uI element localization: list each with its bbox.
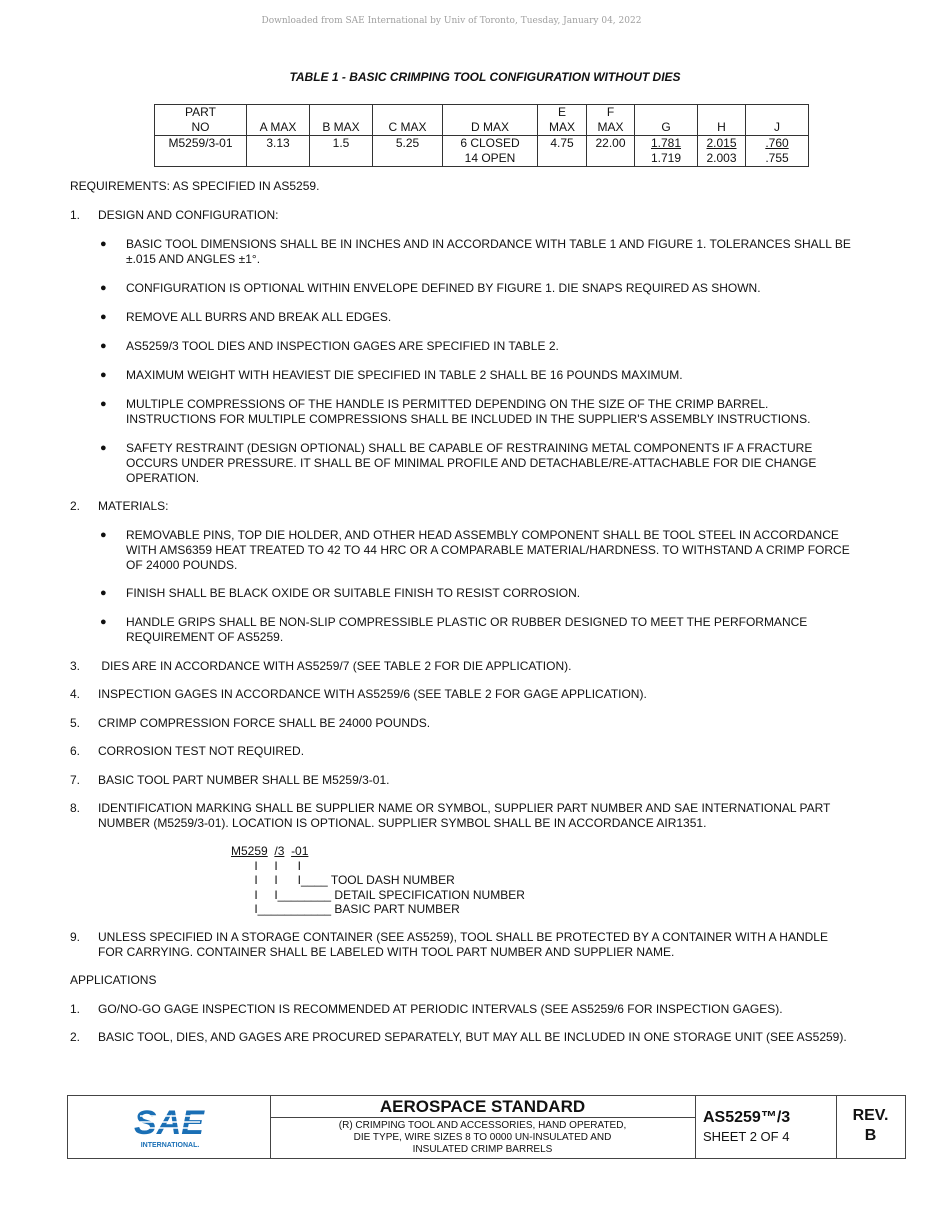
col-header-d-max: D MAX (443, 105, 538, 136)
watermark: Downloaded from SAE International by Univ of Toronto, Tuesday, January 04, 2022 (261, 16, 642, 26)
s1-bullet-4: AS5259/3 TOOL DIES AND INSPECTION GAGES ARE SPECIFIED IN TABLE 2. (126, 339, 559, 353)
section-7-number: 7. (70, 773, 81, 787)
diagram-line: I___________ BASIC PART NUMBER (231, 902, 460, 916)
section-6-number: 6. (70, 744, 81, 758)
cell-f-max: 22.00 (587, 136, 635, 167)
diagram-base-part: M5259 (231, 844, 268, 858)
revision-value: B (864, 1127, 877, 1144)
title-block-description (270, 1096, 696, 1158)
col-header-c-max: C MAX (373, 105, 443, 136)
cell-e-max: 4.75 (538, 136, 587, 167)
sae-logo-icon (68, 1096, 270, 1158)
diagram-line: I I I (231, 858, 302, 873)
section-2-title: MATERIALS: (98, 499, 169, 513)
cell-d-closed: 6 CLOSED (460, 136, 520, 150)
cell-d-open: 14 OPEN (464, 151, 516, 165)
section-9-text: UNLESS SPECIFIED IN A STORAGE CONTAINER (SEE AS5259), TOOL SHALL BE PROTECTED BY A CONTAINER WITH A HANDLE FOR CARRYING. CONTAINER SHALL BE LABELED WITH TOOL PART NUMBER AND SUPPLIER NAME. (98, 930, 828, 959)
diagram-line: I I I____ TOOL DASH NUMBER (231, 873, 455, 887)
application-1-number: 1. (70, 1002, 81, 1016)
table-title: TABLE 1 - BASIC CRIMPING TOOL CONFIGURATION WITHOUT DIES (289, 70, 681, 84)
cell-j-upper: .760 (765, 136, 789, 150)
cell-h-upper: 2.015 (706, 136, 737, 150)
cell-j (746, 136, 809, 167)
document-id-cell (695, 1096, 837, 1158)
bullet-icon: ● (100, 282, 107, 294)
section-5-text: CRIMP COMPRESSION FORCE SHALL BE 24000 POUNDS. (98, 716, 431, 730)
s2-bullet-1: REMOVABLE PINS, TOP DIE HOLDER, AND OTHER HEAD ASSEMBLY COMPONENT SHALL BE TOOL STEEL IN ACCORDANCE WITH AMS6359 HEAT TREATED TO 42 TO 44 HRC OR A COMPARABLE MATERIAL/HARDNESS. TO WITHSTAND A CRIMP FORCE OF 24000 POUNDS. (126, 528, 850, 572)
cell-c-max: 5.25 (373, 136, 443, 167)
cell-g-upper: 1.781 (650, 136, 682, 150)
sae-logo-subtext: INTERNATIONAL. (140, 1142, 200, 1149)
s1-bullet-3: REMOVE ALL BURRS AND BREAK ALL EDGES. (126, 310, 392, 324)
sheet-number: SHEET 2 OF 4 (703, 1129, 790, 1144)
cell-part-no: M5259/3-01 (155, 136, 247, 167)
cell-h (698, 136, 746, 167)
col-header-h: H (698, 105, 746, 136)
diagram-line: I I________ DETAIL SPECIFICATION NUMBER (231, 887, 525, 902)
cell-g (635, 136, 698, 167)
cell-g-lower: 1.719 (650, 151, 682, 165)
bullet-icon: ● (100, 616, 107, 628)
section-2-number: 2. (70, 499, 81, 513)
s2-bullet-2: FINISH SHALL BE BLACK OXIDE OR SUITABLE FINISH TO RESIST CORROSION. (126, 586, 581, 600)
document-id: AS5259™/3 (703, 1109, 791, 1126)
cell-j-lower: .755 (765, 151, 789, 165)
part-number-diagram (231, 844, 525, 917)
bullet-icon: ● (100, 587, 107, 599)
section-8-number: 8. (70, 801, 81, 815)
table-header-row (155, 105, 809, 136)
application-2-text: BASIC TOOL, DIES, AND GAGES ARE PROCURED SEPARATELY, BUT MAY ALL BE INCLUDED IN ONE STORAGE UNIT (SEE AS5259). (98, 1030, 847, 1044)
section-4-number: 4. (70, 687, 81, 701)
s1-bullet-7: SAFETY RESTRAINT (DESIGN OPTIONAL) SHALL BE CAPABLE OF RESTRAINING METAL COMPONENTS IF A FRACTURE OCCURS UNDER PRESSURE. IT SHALL BE OF MINIMAL PROFILE AND DETACHABLE/RE-ATTACHABLE FOR DIE CHANGE OPERATION. (126, 441, 817, 485)
col-header-f-max: F MAX (587, 105, 635, 136)
cell-b-max: 1.5 (310, 136, 373, 167)
application-1-text: GO/NO-GO GAGE INSPECTION IS RECOMMENDED AT PERIODIC INTERVALS (SEE AS5259/6 FOR INSPECTION GAGES). (98, 1002, 783, 1016)
col-header-g: G (635, 105, 698, 136)
sae-logo (68, 1096, 271, 1158)
application-2-number: 2. (70, 1030, 81, 1044)
section-4-text: INSPECTION GAGES IN ACCORDANCE WITH AS5259/6 (SEE TABLE 2 FOR GAGE APPLICATION). (98, 687, 647, 701)
dimensions-table (154, 104, 809, 167)
bullet-icon: ● (100, 340, 107, 352)
section-9-number: 9. (70, 930, 81, 944)
col-header-e-max: E MAX (538, 105, 587, 136)
bullet-icon: ● (100, 398, 107, 410)
cell-d-max (443, 136, 538, 167)
diagram-dash: -01 (291, 844, 309, 858)
section-8-text: IDENTIFICATION MARKING SHALL BE SUPPLIER NAME OR SYMBOL, SUPPLIER PART NUMBER AND SAE INTERNATIONAL PART NUMBER (M5259/3-01). LOCATION IS OPTIONAL. SUPPLIER SYMBOL SHALL BE IN ACCORDANCE AIR1351. (98, 801, 831, 830)
applications-heading: APPLICATIONS (70, 973, 157, 987)
section-1-number: 1. (70, 208, 81, 222)
s2-bullet-3: HANDLE GRIPS SHALL BE NON-SLIP COMPRESSIBLE PLASTIC OR RUBBER DESIGNED TO MEET THE PERFORMANCE REQUIREMENT OF AS5259. (126, 615, 808, 644)
bullet-icon: ● (100, 369, 107, 381)
revision-label: REV. (852, 1107, 889, 1124)
section-3-number: 3. (70, 659, 81, 673)
cell-h-lower: 2.003 (706, 151, 737, 165)
s1-bullet-5: MAXIMUM WEIGHT WITH HEAVIEST DIE SPECIFIED IN TABLE 2 SHALL BE 16 POUNDS MAXIMUM. (126, 368, 683, 382)
col-header-part-no: PART NO (155, 105, 247, 136)
col-header-j: J (746, 105, 809, 136)
standard-title: AEROSPACE STANDARD (270, 1096, 695, 1118)
col-header-b-max: B MAX (310, 105, 373, 136)
bullet-icon: ● (100, 311, 107, 323)
section-1-title: DESIGN AND CONFIGURATION: (98, 208, 279, 222)
cell-a-max: 3.13 (247, 136, 310, 167)
s1-bullet-1: BASIC TOOL DIMENSIONS SHALL BE IN INCHES AND IN ACCORDANCE WITH TABLE 1 AND FIGURE 1. TOLERANCES SHALL BE ±.015 AND ANGLES ±1°. (126, 237, 851, 266)
section-7-text: BASIC TOOL PART NUMBER SHALL BE M5259/3-01. (98, 773, 390, 787)
bullet-icon: ● (100, 442, 107, 454)
s1-bullet-6: MULTIPLE COMPRESSIONS OF THE HANDLE IS PERMITTED DEPENDING ON THE SIZE OF THE CRIMP BARREL. INSTRUCTIONS FOR MULTIPLE COMPRESSIONS SHALL BE INCLUDED IN THE SUPPLIER'S ASSEMBLY INSTRUCTIONS. (126, 397, 811, 426)
section-3-text: DIES ARE IN ACCORDANCE WITH AS5259/7 (SEE TABLE 2 FOR DIE APPLICATION). (98, 659, 572, 673)
section-5-number: 5. (70, 716, 81, 730)
bullet-icon: ● (100, 529, 107, 541)
bullet-icon: ● (100, 238, 107, 250)
requirements-heading: REQUIREMENTS: AS SPECIFIED IN AS5259. (70, 179, 320, 193)
section-6-text: CORROSION TEST NOT REQUIRED. (98, 744, 305, 758)
title-block (67, 1095, 906, 1159)
standard-description: (R) CRIMPING TOOL AND ACCESSORIES, HAND OPERATED, DIE TYPE, WIRE SIZES 8 TO 0000 UN-INSULATED AND INSULATED CRIMP BARRELS (338, 1120, 627, 1155)
revision-cell (836, 1096, 905, 1158)
table-row (155, 136, 809, 167)
col-header-a-max: A MAX (247, 105, 310, 136)
diagram-detail-spec: /3 (274, 844, 285, 858)
s1-bullet-2: CONFIGURATION IS OPTIONAL WITHIN ENVELOPE DEFINED BY FIGURE 1. DIE SNAPS REQUIRED AS SHOWN. (126, 281, 761, 295)
sae-logo-text: SAE (134, 1104, 204, 1142)
